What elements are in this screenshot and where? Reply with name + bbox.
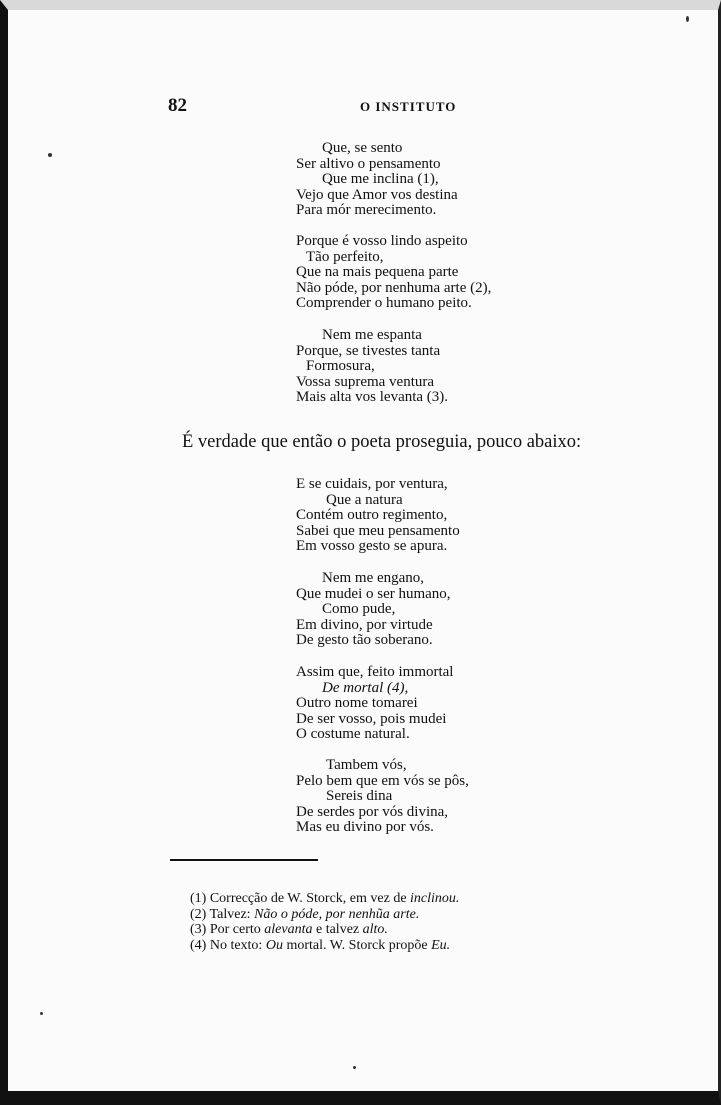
footnote: (3) Por certo alevanta e talvez alto. <box>190 922 388 937</box>
scan-speck <box>40 1012 43 1015</box>
verse-line: De ser vosso, pois mudei <box>296 710 447 727</box>
verse-line: Porque é vosso lindo aspeito <box>296 233 468 249</box>
verse-line: E se cuidais, por ventura, <box>296 476 448 492</box>
verse-line: Nem me espanta <box>322 327 422 343</box>
verse-line: Outro nome tomarei <box>296 695 418 712</box>
stanza-7 <box>296 758 469 836</box>
verse-line: Pelo bem que em vós se pôs, <box>296 772 469 789</box>
verse-line: Como pude, <box>322 601 396 618</box>
verse-line: Nem me engano, <box>322 570 425 586</box>
page-header <box>168 95 468 117</box>
footnote: (2) Talvez: Não o póde, por nenhũa arte. <box>190 906 420 922</box>
page-number: 82 <box>168 95 187 116</box>
verse-line: Mas eu divino por vós. <box>296 819 434 836</box>
verse-line: Tão perfeito, <box>306 248 384 265</box>
verse-line: Formosura, <box>306 358 375 375</box>
verse-line: Que a natura <box>326 491 403 508</box>
stanza-5 <box>296 571 451 649</box>
verse-line: Tambem vós, <box>326 757 407 773</box>
bleed-through <box>150 330 315 350</box>
verse-line: Não póde, por nenhuma arte (2), <box>296 279 492 296</box>
verse-line: Em vosso gesto se apura. <box>296 538 448 555</box>
verse-line: Que, se sento <box>322 140 403 156</box>
verse-line: Mais alta vos levanta (3). <box>296 389 449 406</box>
footnote-rule <box>170 859 318 861</box>
verse-line: De gesto tão soberano. <box>296 632 433 649</box>
verse-line: Comprender o humano peito. <box>296 295 472 312</box>
verse-line: Sereis dina <box>326 788 393 805</box>
verse-line: Que mudei o ser humano, <box>296 585 451 602</box>
scan-speck <box>353 1066 356 1069</box>
verse-line: O costume natural. <box>296 726 410 743</box>
scan-speck <box>48 153 52 157</box>
stanza-2 <box>296 234 491 312</box>
stanza-6 <box>296 665 453 743</box>
verse-line: Sabei que meu pensamento <box>296 522 460 539</box>
footnote: (4) No texto: Ou mortal. W. Storck propõe Eu. <box>190 937 451 953</box>
stanza-4 <box>296 477 460 555</box>
prose-paragraph: É verdade que então o poeta proseguia, pouco abaixo: <box>182 432 582 452</box>
verse-line: Que na mais pequena parte <box>296 264 459 281</box>
verse-line: Em divino, por virtude <box>296 616 433 633</box>
footnote: (1) Correcção de W. Storck, em vez de inclinou. <box>190 891 460 906</box>
verse-line: Para mór merecimento. <box>296 202 437 219</box>
footnotes <box>190 891 459 953</box>
verse-line: De mortal (4), <box>322 679 409 696</box>
verse-line: De serdes por vós divina, <box>296 803 449 820</box>
verse-line: Ser altivo o pensamento <box>296 155 441 172</box>
verse-line: Que me inclina (1), <box>322 171 439 188</box>
stanza-3 <box>296 328 448 406</box>
verse-line: Porque, se tivestes tanta <box>296 342 441 359</box>
verse-line: Vejo que Amor vos destina <box>296 186 458 203</box>
scan-speck <box>686 16 689 22</box>
verse-line: Contém outro regimento, <box>296 507 448 524</box>
verse-line: Vossa suprema ventura <box>296 373 435 390</box>
verse-line: Assim que, feito immortal <box>296 664 454 680</box>
stanza-1 <box>296 141 458 219</box>
running-title: O INSTITUTO <box>360 99 457 114</box>
